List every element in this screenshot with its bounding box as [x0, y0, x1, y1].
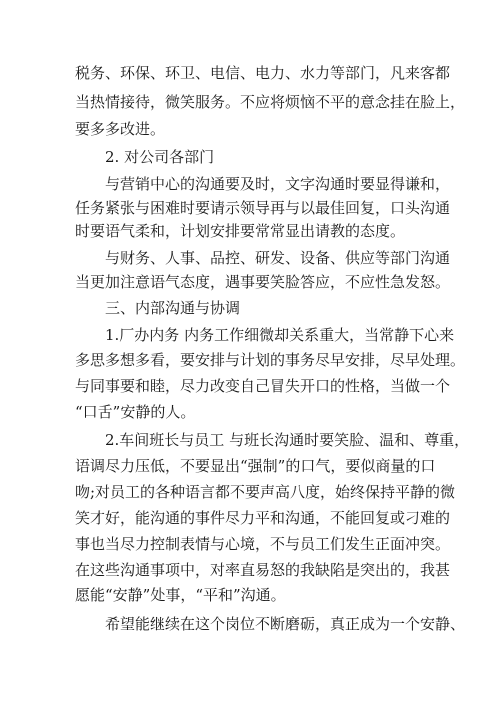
text-line: 语调尽力压低，不要显出“强制”的口气，要似商量的口: [75, 457, 436, 475]
text-line: 事也当尽力控制表情与心境，不与员工们发生正面冲突。: [75, 535, 451, 553]
text-line: 笑才好，能沟通的事件尽力平和沟通，不能回复或刁难的: [75, 509, 451, 527]
text-line: 当更加注意语气态度，遇事要笑脸答应，不应性急发怒。: [75, 273, 451, 291]
text-line: 多思多想多看，要安排与计划的事务尽早安排，尽早处理。: [75, 351, 466, 369]
text-line: 与同事要和睦，尽力改变自己冒失开口的性格，当做一个: [75, 377, 451, 395]
text-line: 当热情接待，微笑服务。不应将烦恼不平的意念挂在脸上，: [75, 93, 466, 111]
text-line: 2.车间班长与员工 与班长沟通时要笑脸、温和、尊重，: [105, 431, 470, 449]
text-line: 吻;对员工的各种语言都不要声高八度，始终保持平静的微: [75, 483, 456, 501]
text-line: 1.厂办内务 内务工作细微却关系重大，当常静下心来: [105, 326, 455, 344]
text-line: 希望能继续在这个岗位不断磨砺，真正成为一个安静、: [105, 615, 466, 633]
text-line: “口舌”安静的人。: [75, 403, 196, 421]
text-line: 要多多改进。: [75, 120, 166, 138]
section-heading: 2. 对公司各部门: [105, 148, 215, 166]
text-line: 时要语气柔和，计划安排要常常显出请教的态度。: [75, 222, 406, 240]
text-line: 在这些沟通事项中，对率直易怒的我缺陷是突出的，我甚: [75, 561, 451, 579]
text-line: 与财务、人事、品控、研发、设备、供应等部门沟通: [105, 249, 451, 267]
section-heading: 三、内部沟通与协调: [105, 299, 241, 317]
text-line: 愿能“安静”处事，“平和”沟通。: [75, 586, 286, 604]
text-line: 税务、环保、环卫、电信、电力、水力等部门，凡来客都: [75, 64, 451, 82]
text-line: 与营销中心的沟通要及时，文字沟通时要显得谦和，: [105, 175, 451, 193]
text-line: 任务紧张与困难时要请示领导再与以最佳回复，口头沟通: [75, 199, 451, 217]
